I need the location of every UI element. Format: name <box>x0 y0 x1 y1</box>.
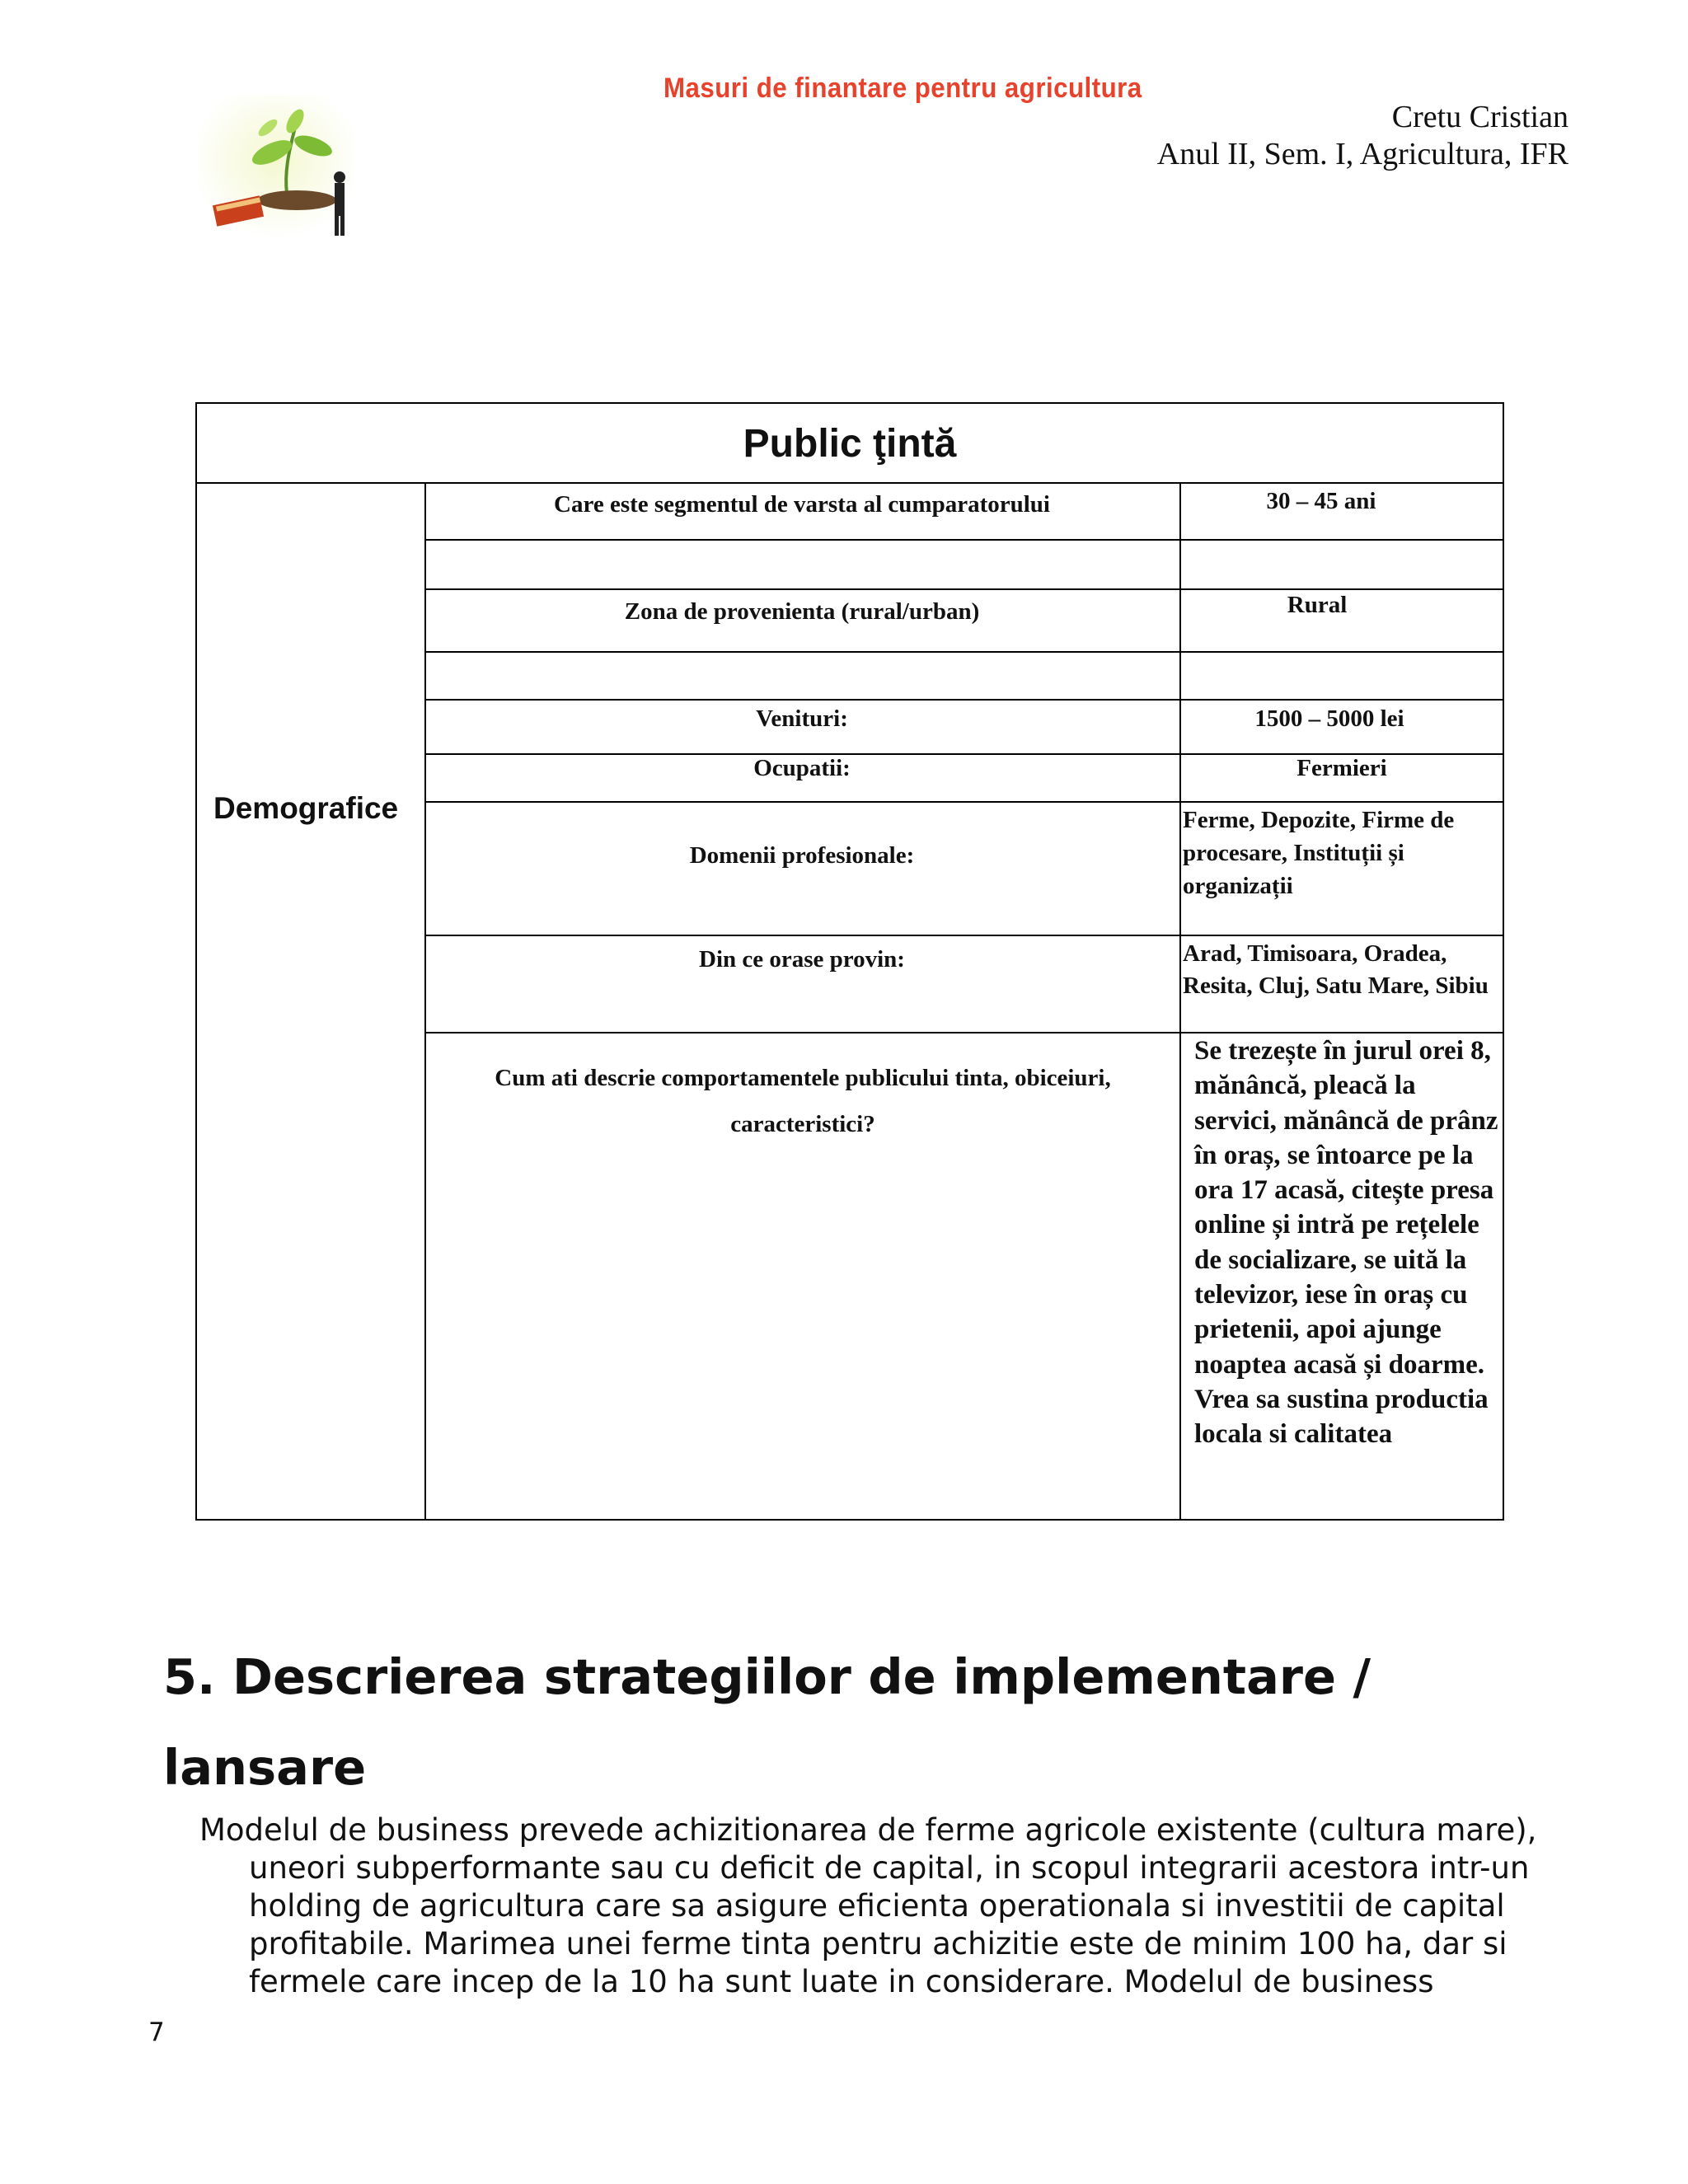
table-row-answer: 1500 – 5000 lei <box>1254 705 1404 732</box>
table-row-question: Cum ati descrie comportamentele publicului tinta, obiceiuri, caracteristici? <box>495 1065 1111 1137</box>
table-row-answer: Arad, Timisoara, Oradea, Resita, Cluj, Satu Mare, Sibiu <box>1183 940 1489 999</box>
target-audience-table <box>195 402 1504 1521</box>
section-heading: 5. Descrierea strategiilor de implementare / lansare <box>163 1648 1372 1796</box>
table-row-question: Din ce orase provin: <box>699 946 905 972</box>
table-row-answer: Ferme, Depozite, Firme de procesare, Instituții și organizații <box>1183 807 1455 899</box>
author-name: Cretu Cristian <box>1391 100 1568 134</box>
plant-seedling-logo-icon <box>198 95 354 239</box>
paragraph-continuation: uneori subperformante sau cu deficit de capital, in scopul integrarii acestora intr-un holding de agricultura care sa asigure eficienta operationala si investitii de capital profitabile. Marimea unei ferme tinta pentru achizitie este de minim 100 ha, dar si fermele care incep de la 10 ha sunt luate in considerare. Modelul de business <box>249 1850 1530 1999</box>
table-row-question: Venituri: <box>756 705 848 732</box>
paragraph-first-line: Modelul de business prevede achizitionarea de ferme agricole existente (cultura mare), <box>199 1812 1537 1848</box>
table-row-question: Domenii profesionale: <box>689 842 915 869</box>
table-row-question: Ocupatii: <box>753 755 851 781</box>
section-paragraph <box>199 1811 1559 2001</box>
page-number: 7 <box>148 2018 165 2047</box>
category-label: Demografice <box>213 791 399 825</box>
table-row-answer: Rural <box>1287 592 1348 618</box>
table-row-answer: Se trezește în jurul orei 8, mănâncă, pleacă la servici, mănâncă de prânz în oraș, se întoarce pe la ora 17 acasă, citește presa online și intră pe rețelele de socializare, se uită la televizor, iese în oraș cu prietenii, apoi ajunge noaptea acasă și doarme. Vrea sa sustina productia locala si calitatea <box>1194 1036 1498 1450</box>
author-block <box>1157 99 1568 173</box>
header-title: Masuri de finantare pentru agricultura <box>663 73 1142 104</box>
table-row-answer: Fermieri <box>1296 755 1387 781</box>
table-row-question: Zona de provenienta (rural/urban) <box>624 598 980 625</box>
table-row-answer: 30 – 45 ani <box>1266 488 1376 514</box>
author-details: Anul II, Sem. I, Agricultura, IFR <box>1156 137 1568 171</box>
table-row-question: Care este segmentul de varsta al cumparatorului <box>554 491 1050 518</box>
table-title: Public ţintă <box>743 421 957 466</box>
